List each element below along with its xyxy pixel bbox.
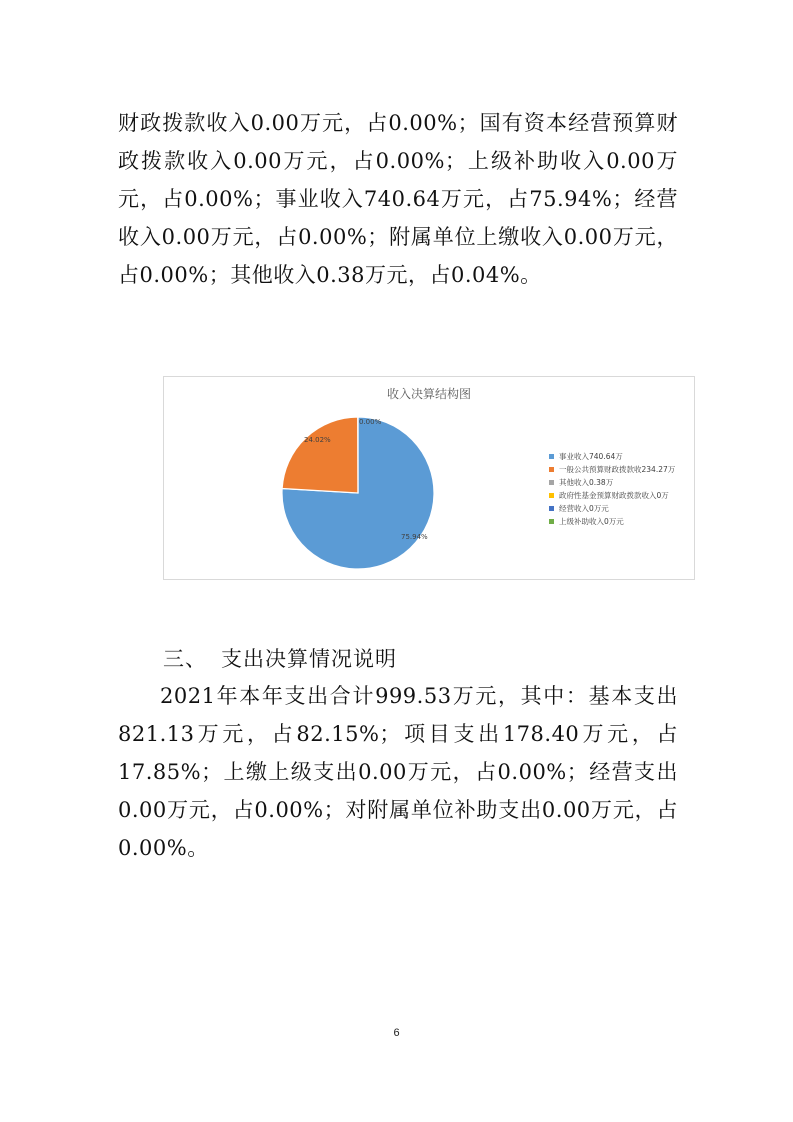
legend-label: 经营收入0万元	[559, 504, 609, 513]
legend-item	[549, 450, 675, 463]
legend-swatch	[549, 506, 554, 511]
legend-swatch	[549, 493, 554, 498]
expenditure-text: 2021年本年支出合计999.53万元，其中：基本支出821.13万元，占82.15%；项目支出178.40万元，占17.85%；上缴上级支出0.00万元，占0.00%；经营支出0.00万元，占0.00%；对附属单位补助支出0.00万元，占0.00%。	[118, 684, 678, 860]
pie-data-label: 75.94%	[401, 533, 428, 541]
pie-data-label: 24.02%	[304, 436, 331, 444]
section-title: 支出决算情况说明	[221, 647, 397, 671]
income-paragraph: 财政拨款收入0.00万元，占0.00%；国有资本经营预算财政拨款收入0.00万元，占0.00%；上级补助收入0.00万元，占0.00%；事业收入740.64万元，占75.94%；经营收入0.00万元，占0.00%；附属单位上缴收入0.00万元，占0.00%；其他收入0.38万元，占0.04%。	[118, 111, 678, 287]
legend-item	[549, 502, 675, 515]
legend-swatch	[549, 467, 554, 472]
legend-label: 上级补助收入0万元	[559, 517, 624, 526]
legend-swatch	[549, 519, 554, 524]
chart-title: 收入决算结构图	[386, 387, 471, 401]
section-heading	[163, 643, 411, 673]
legend-item	[549, 515, 675, 528]
legend-label: 其他收入0.38万	[559, 478, 614, 487]
legend-item	[549, 476, 675, 489]
legend-label: 一般公共预算财政拨款收234.27万	[559, 465, 676, 474]
legend-label: 政府性基金预算财政拨款收入0万	[559, 491, 669, 500]
legend-swatch	[549, 454, 554, 459]
page-number: 6	[393, 1027, 400, 1039]
chart-legend	[549, 450, 675, 528]
income-structure-chart	[163, 376, 695, 580]
section-number: 三、	[163, 647, 207, 671]
expenditure-paragraph	[118, 677, 678, 867]
pie-slice	[282, 417, 358, 493]
legend-item	[549, 463, 675, 476]
legend-item	[549, 489, 675, 502]
legend-label: 事业收入740.64万	[559, 452, 623, 461]
pie-data-label: 0.00%	[359, 418, 382, 426]
legend-swatch	[549, 480, 554, 485]
